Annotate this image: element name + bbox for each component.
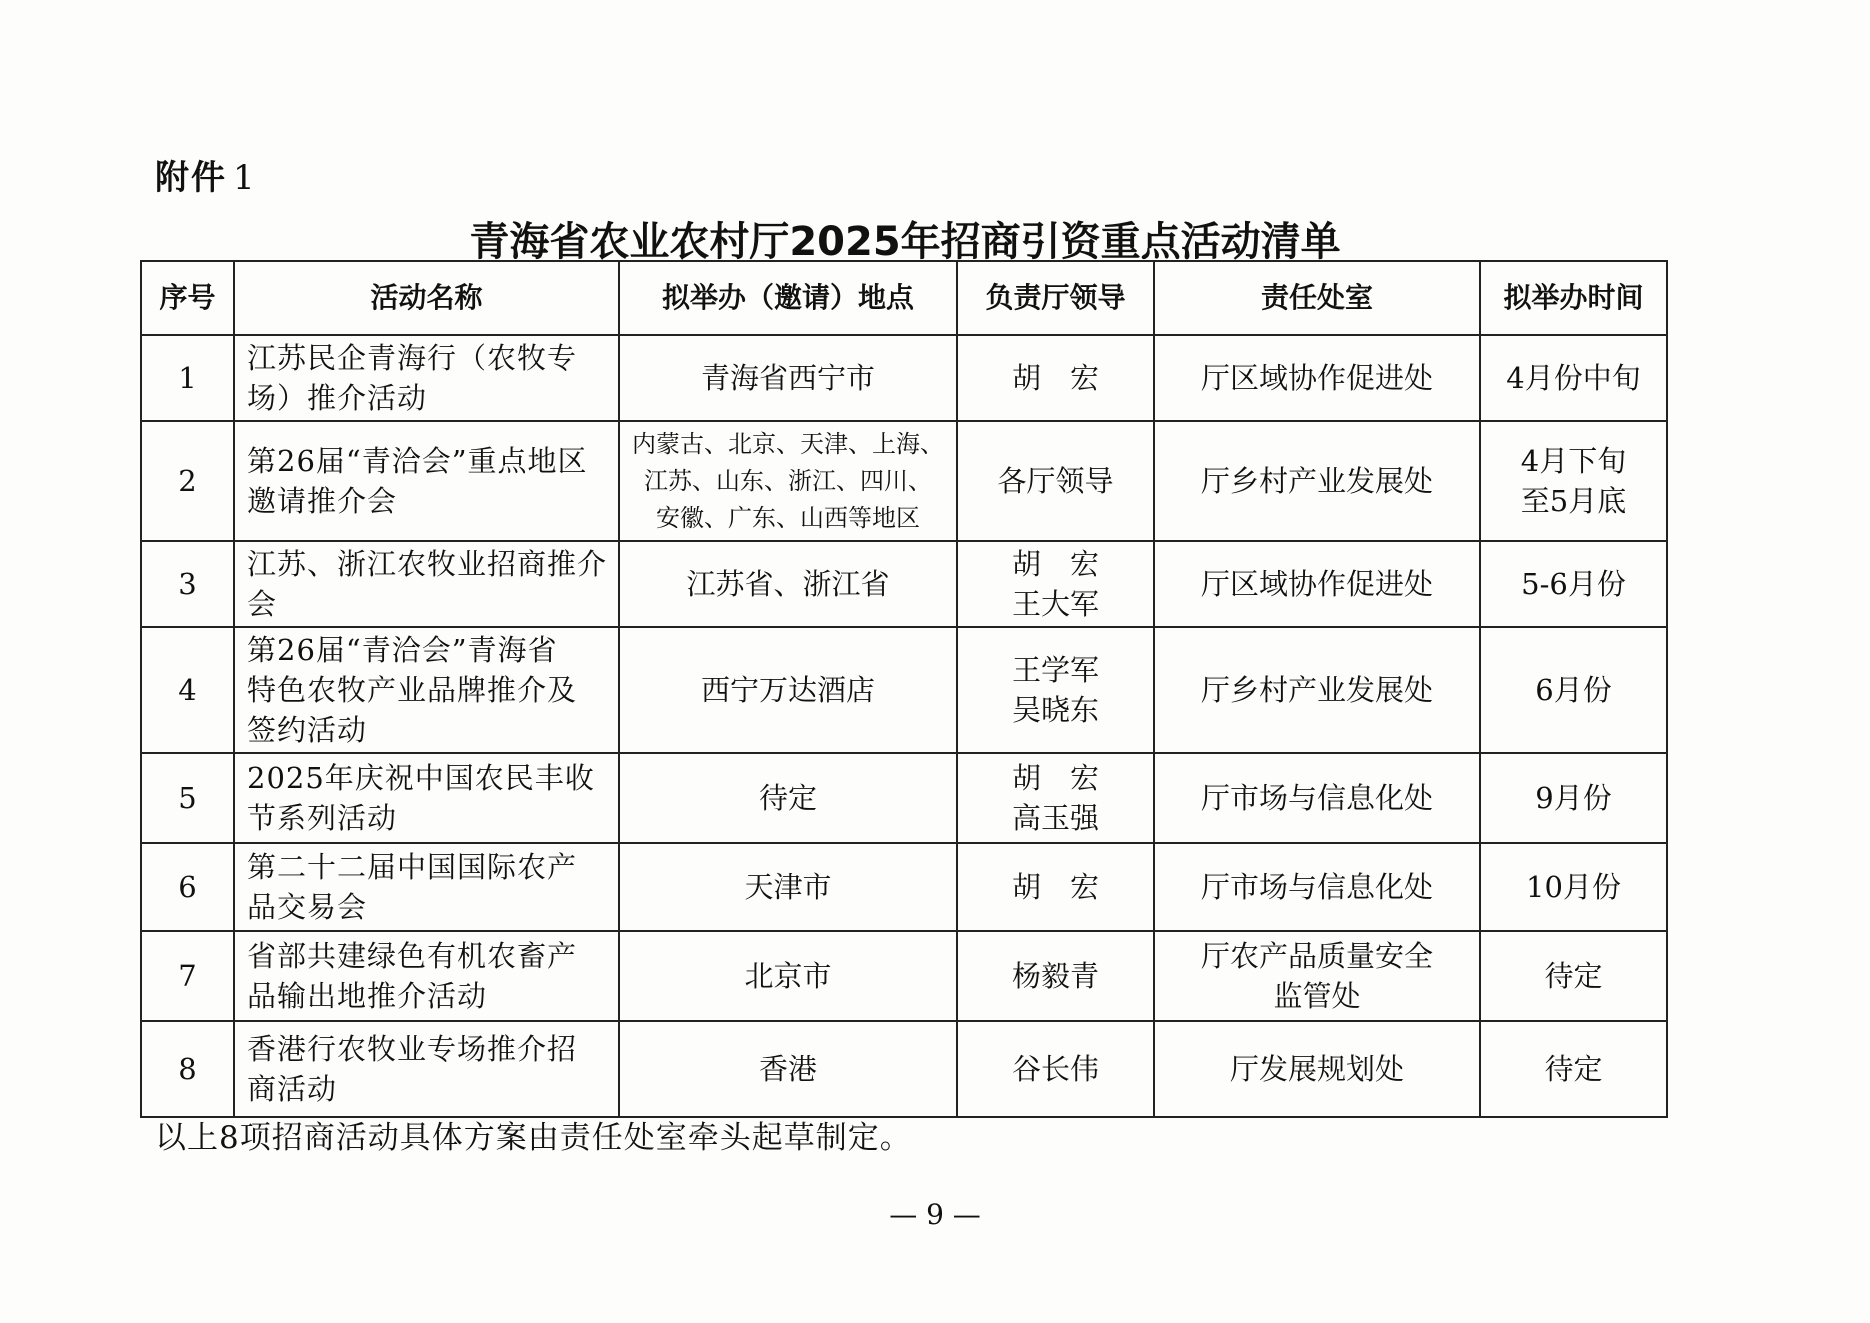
cell-no: 7 <box>141 931 234 1021</box>
cell-dept-line: 厅区域协作促进处 <box>1200 567 1433 601</box>
cell-time <box>1480 627 1667 753</box>
cell-name-line: 节系列活动 <box>247 801 398 835</box>
attachment-word: 附件 <box>155 158 227 198</box>
activity-table <box>140 260 1668 1118</box>
cell-dept-line: 厅市场与信息化处 <box>1200 781 1433 815</box>
cell-time <box>1480 335 1667 421</box>
cell-name-line: 江苏民企青海行（农牧专 <box>247 341 578 375</box>
cell-place-line: 江苏、山东、浙江、四川、 <box>644 466 932 495</box>
cell-dept <box>1154 421 1480 541</box>
cell-leader-line: 高玉强 <box>1011 801 1099 835</box>
cell-leader-line: 胡 宏 <box>1011 761 1099 795</box>
cell-place <box>619 931 957 1021</box>
cell-name-line: 香港行农牧业专场推介招 <box>247 1032 578 1066</box>
cell-time <box>1480 753 1667 843</box>
cell-dept-line: 厅发展规划处 <box>1229 1052 1404 1086</box>
cell-name-line: 第26届“青洽会”青海省 <box>247 633 558 667</box>
cell-dept-line: 监管处 <box>1273 979 1361 1013</box>
cell-place-line: 香港 <box>758 1052 817 1086</box>
cell-dept-line: 厅乡村产业发展处 <box>1200 673 1433 707</box>
cell-place-line: 西宁万达酒店 <box>700 673 875 707</box>
cell-leader-line: 谷长伟 <box>1011 1052 1099 1086</box>
cell-name-line: 签约活动 <box>247 713 368 747</box>
cell-leader <box>957 335 1154 421</box>
cell-name <box>234 627 619 753</box>
cell-leader <box>957 627 1154 753</box>
cell-time-line: 4月份中旬 <box>1506 361 1641 395</box>
cell-leader <box>957 541 1154 627</box>
cell-time <box>1480 1021 1667 1117</box>
cell-dept <box>1154 335 1480 421</box>
cell-name-line: 商活动 <box>247 1072 338 1106</box>
cell-dept <box>1154 1021 1480 1117</box>
cell-leader-line: 胡 宏 <box>1011 547 1099 581</box>
cell-place <box>619 753 957 843</box>
cell-dept <box>1154 931 1480 1021</box>
cell-place <box>619 421 957 541</box>
cell-no: 1 <box>141 335 234 421</box>
table-row <box>141 1021 1667 1117</box>
cell-name <box>234 541 619 627</box>
cell-time <box>1480 421 1667 541</box>
cell-leader-line: 吴晓东 <box>1011 693 1099 727</box>
cell-leader <box>957 753 1154 843</box>
cell-no: 8 <box>141 1021 234 1117</box>
table-row <box>141 421 1667 541</box>
cell-place <box>619 541 957 627</box>
header-leader: 负责厅领导 <box>957 261 1154 335</box>
cell-leader-line: 王大军 <box>1011 587 1099 621</box>
cell-leader <box>957 843 1154 931</box>
cell-name-line: 江苏、浙江农牧业招商推介 <box>247 547 608 581</box>
cell-name <box>234 421 619 541</box>
cell-place-line: 天津市 <box>744 870 832 904</box>
cell-place-line: 江苏省、浙江省 <box>686 567 890 601</box>
cell-name <box>234 843 619 931</box>
cell-name-line: 第26届“青洽会”重点地区 <box>247 444 588 478</box>
cell-dept <box>1154 753 1480 843</box>
page-number: — 9 — <box>889 1198 981 1231</box>
document-title: 青海省农业农村厅2025年招商引资重点活动清单 <box>469 219 1341 265</box>
cell-no: 3 <box>141 541 234 627</box>
cell-name-line: 会 <box>247 587 278 621</box>
cell-time-line: 5-6月份 <box>1521 567 1626 601</box>
cell-name <box>234 931 619 1021</box>
table-row <box>141 931 1667 1021</box>
cell-dept-line: 厅农产品质量安全 <box>1200 939 1433 973</box>
cell-place-line: 待定 <box>758 781 817 815</box>
table-row <box>141 627 1667 753</box>
cell-place <box>619 627 957 753</box>
cell-time-line: 至5月底 <box>1520 484 1627 518</box>
cell-place-line: 内蒙古、北京、天津、上海、 <box>632 429 944 458</box>
cell-dept-line: 厅区域协作促进处 <box>1200 361 1433 395</box>
cell-leader-line: 胡 宏 <box>1011 870 1099 904</box>
cell-name <box>234 335 619 421</box>
cell-name-line: 品交易会 <box>247 890 368 924</box>
cell-leader-line: 胡 宏 <box>1011 361 1099 395</box>
header-time: 拟举办时间 <box>1480 261 1667 335</box>
cell-no: 2 <box>141 421 234 541</box>
cell-dept <box>1154 541 1480 627</box>
cell-time <box>1480 843 1667 931</box>
cell-time-line: 4月下旬 <box>1520 444 1627 478</box>
cell-name-line: 第二十二届中国国际农产 <box>247 850 578 884</box>
header-no: 序号 <box>141 261 234 335</box>
cell-time <box>1480 931 1667 1021</box>
cell-time-line: 6月份 <box>1535 673 1612 707</box>
header-place: 拟举办（邀请）地点 <box>619 261 957 335</box>
attachment-label <box>155 150 257 199</box>
cell-time-line: 9月份 <box>1535 781 1612 815</box>
cell-no: 5 <box>141 753 234 843</box>
cell-place <box>619 335 957 421</box>
cell-dept-line: 厅乡村产业发展处 <box>1200 464 1433 498</box>
cell-name-line: 2025年庆祝中国农民丰收 <box>247 761 595 795</box>
cell-dept <box>1154 627 1480 753</box>
cell-leader-line: 杨毅青 <box>1011 959 1099 993</box>
cell-time-line: 10月份 <box>1526 870 1621 904</box>
cell-name <box>234 753 619 843</box>
cell-time-line: 待定 <box>1544 959 1603 993</box>
cell-leader-line: 王学军 <box>1011 653 1099 687</box>
cell-place-line: 青海省西宁市 <box>700 361 875 395</box>
cell-leader-line: 各厅领导 <box>997 464 1114 498</box>
table-row <box>141 753 1667 843</box>
cell-name-line: 场）推介活动 <box>247 381 428 415</box>
cell-name <box>234 1021 619 1117</box>
cell-leader <box>957 421 1154 541</box>
cell-place <box>619 1021 957 1117</box>
cell-place-line: 北京市 <box>744 959 832 993</box>
cell-name-line: 品输出地推介活动 <box>247 979 488 1013</box>
cell-name-line: 特色农牧产业品牌推介及 <box>247 673 578 707</box>
cell-place <box>619 843 957 931</box>
cell-leader <box>957 931 1154 1021</box>
table-row <box>141 541 1667 627</box>
header-name: 活动名称 <box>234 261 619 335</box>
cell-no: 6 <box>141 843 234 931</box>
cell-no: 4 <box>141 627 234 753</box>
cell-dept <box>1154 843 1480 931</box>
header-dept: 责任处室 <box>1154 261 1480 335</box>
table-row <box>141 843 1667 931</box>
cell-place-line: 安徽、广东、山西等地区 <box>656 503 920 532</box>
attachment-number: 1 <box>233 158 257 198</box>
cell-name-line: 省部共建绿色有机农畜产 <box>247 939 578 973</box>
footnote: 以上8项招商活动具体方案由责任处室牵头起草制定。 <box>155 1120 912 1156</box>
cell-time-line: 待定 <box>1544 1052 1603 1086</box>
cell-leader <box>957 1021 1154 1117</box>
table-row <box>141 335 1667 421</box>
cell-dept-line: 厅市场与信息化处 <box>1200 870 1433 904</box>
table-header-row <box>141 261 1667 335</box>
cell-time <box>1480 541 1667 627</box>
cell-name-line: 邀请推介会 <box>247 484 398 518</box>
